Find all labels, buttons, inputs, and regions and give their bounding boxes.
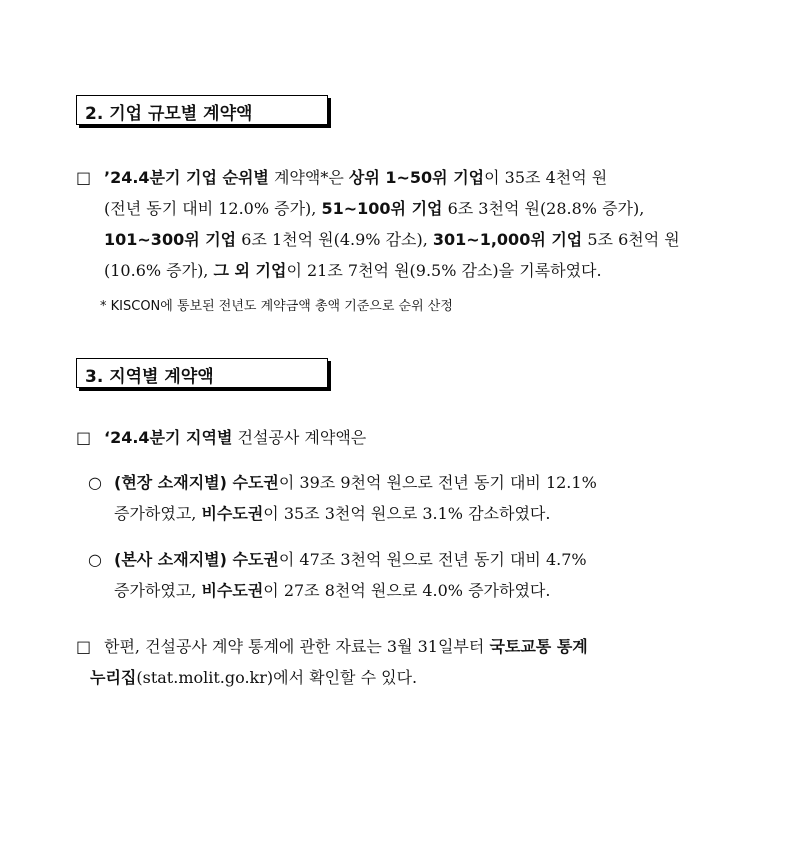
emphasis: 국토교통 통계	[489, 637, 588, 656]
text: 증가하였고,	[114, 504, 202, 523]
emphasis: 그 외 기업	[213, 261, 287, 280]
text: 한편, 건설공사 계약 통계에 관한 자료는 3월 31일부터	[104, 637, 490, 656]
text: (전년 동기 대비 12.0% 증가),	[104, 199, 322, 218]
section-3-header	[76, 358, 328, 388]
text: (stat.molit.go.kr)에서 확인할 수 있다.	[136, 668, 418, 687]
footnote: * KISCON에 통보된 전년도 계약금액 총액 기준으로 순위 산정	[100, 299, 453, 314]
square-bullet-icon: □	[76, 637, 92, 656]
text: 이 27조 8천억 원으로 4.0% 증가하였다.	[263, 581, 551, 600]
emphasis: 상위 1~50위 기업	[348, 168, 485, 187]
text: 6조 3천억 원(28.8% 증가),	[442, 199, 645, 218]
text: 이 21조 7천억 원(9.5% 감소)을 기록하였다.	[286, 261, 602, 280]
emphasis: 누리집	[90, 668, 137, 687]
line	[114, 544, 587, 575]
emphasis: 비수도권	[201, 504, 264, 523]
emphasis: ’24.4분기 기업 순위별	[104, 168, 269, 187]
section-2-header	[76, 95, 328, 125]
line	[104, 193, 680, 224]
emphasis: 비수도권	[201, 581, 264, 600]
text: 이 35조 3천억 원으로 3.1% 감소하였다.	[263, 504, 551, 523]
line	[104, 422, 366, 453]
text: (10.6% 증가),	[104, 261, 214, 280]
line	[114, 575, 587, 606]
text: 이 35조 4천억 원	[484, 168, 608, 187]
text: 이 39조 9천억 원으로 전년 동기 대비 12.1%	[278, 473, 597, 492]
circle-bullet-icon: ○	[88, 473, 102, 492]
line	[114, 498, 597, 529]
section-2-title: 2. 기업 규모별 계약액	[85, 104, 253, 124]
paragraph-hq-location	[114, 544, 587, 606]
text: 5조 6천억 원	[582, 230, 680, 249]
text: 계약액*은	[268, 168, 349, 187]
paragraph-reference	[90, 631, 588, 693]
paragraph-site-location	[114, 467, 597, 529]
emphasis: ‘24.4분기 지역별	[104, 428, 233, 447]
emphasis: (본사 소재지별) 수도권	[114, 550, 279, 569]
emphasis: 51~100위 기업	[321, 199, 443, 218]
paragraph-region-intro	[104, 422, 366, 453]
line	[114, 467, 597, 498]
text: 건설공사 계약액은	[232, 428, 367, 447]
text: 6조 1천억 원(4.9% 감소),	[236, 230, 433, 249]
square-bullet-icon: □	[76, 428, 92, 447]
line	[104, 224, 680, 255]
paragraph-company-rank	[104, 162, 680, 286]
line	[90, 662, 588, 693]
emphasis: (현장 소재지별) 수도권	[114, 473, 279, 492]
section-3-title: 3. 지역별 계약액	[85, 367, 214, 387]
text: 이 47조 3천억 원으로 전년 동기 대비 4.7%	[278, 550, 587, 569]
emphasis: 101~300위 기업	[104, 230, 237, 249]
circle-bullet-icon: ○	[88, 550, 102, 569]
line	[104, 162, 680, 193]
text: 증가하였고,	[114, 581, 202, 600]
line	[104, 631, 588, 662]
square-bullet-icon: □	[76, 168, 92, 187]
line	[104, 255, 680, 286]
emphasis: 301~1,000위 기업	[432, 230, 583, 249]
